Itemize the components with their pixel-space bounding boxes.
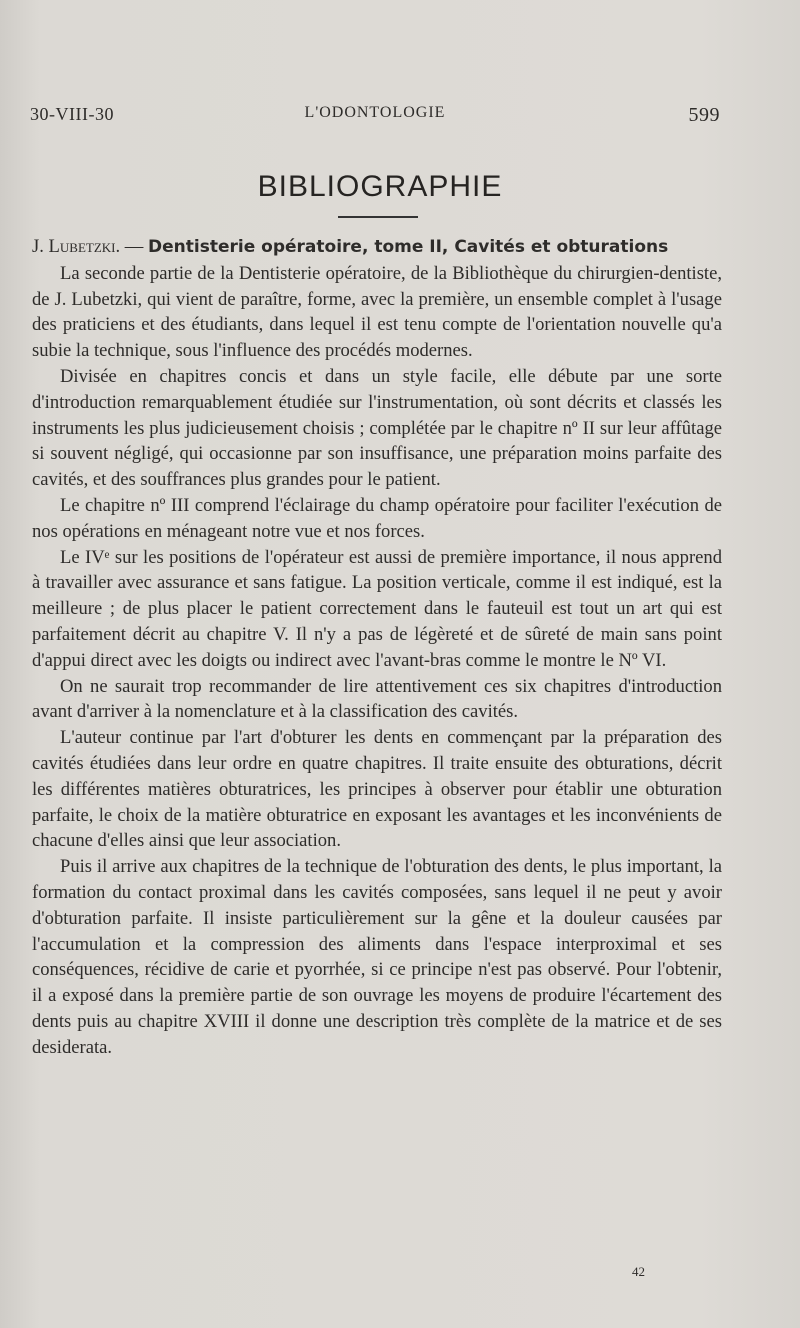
- section-title: BIBLIOGRAPHIE: [257, 170, 503, 203]
- review-heading: [32, 234, 722, 261]
- paragraph: Le chapitre nº III comprend l'éclairage du champ opératoire pour faciliter l'exécution de nos opérations en ménageant notre vue et nos forces.: [32, 494, 722, 542]
- title-rule: [338, 216, 418, 218]
- review-dash: —: [120, 236, 149, 257]
- paragraph: La seconde partie de la Dentisterie opératoire, de la Bibliothèque du chirurgien-dentiste, de J. Lubetzki, qui vient de paraître, forme, avec la première, un ensemble complet à l'usage des praticiens et des étudiants, dans lequel il est tenu compte de l'orientation nouvelle qu'a subie la technique, sous l'influence des procédés modernes.: [32, 262, 722, 362]
- paragraph: Divisée en chapitres concis et dans un style facile, elle débute par une sorte d'introduction remarquablement étudiée sur l'instrumentation, où sont décrits et classés les instruments les plus judicieusement choisis ; complétée par le chapitre nº II sur leur affûtage si souvent négligé, qui occasionne par son insuffisance, une préparation moins parfaite des cavités, et des souffrances plus grandes pour le patient.: [32, 365, 722, 491]
- paragraph: Le IVᵉ sur les positions de l'opérateur est aussi de première importance, il nous apprend à travailler avec assurance et sans fatigue. La position verticale, comme il est indiqué, est la meilleure ; de plus placer le patient correctement dans le fauteuil est tout un art qui est parfaitement décrit au chapitre V. Il n'y a pas de légèreté et de sûreté de main sans point d'appui direct avec les doigts ou indirect avec l'avant-bras comme le montre le Nº VI.: [32, 546, 722, 671]
- header-date: 30-VIII-30: [30, 104, 114, 124]
- paragraph: On ne saurait trop recommander de lire attentivement ces six chapitres d'introduction avant d'arriver à la nomenclature et à la classification des cavités.: [32, 675, 722, 723]
- paragraph: L'auteur continue par l'art d'obturer les dents en commençant par la préparation des cavités étudiées dans leur ordre en quatre chapitres. Il traite ensuite des obturations, décrit les différentes matières obturatrices, les principes à observer pour établir une obturation parfaite, le choix de la matière obturatrice en exposant les avantages et les inconvénients de chacune d'elles ainsi que leur association.: [32, 727, 722, 852]
- running-header: [30, 104, 720, 132]
- article-body: [32, 234, 722, 1061]
- header-journal-title: L'ODONTOLOGIE: [304, 104, 446, 121]
- review-author: J. Lubetzki.: [32, 236, 121, 257]
- paragraph: Puis il arrive aux chapitres de la technique de l'obturation des dents, le plus important, la formation du contact proximal dans les cavités composées, sans lequel il ne peut y avoir d'obturation parfaite. Il insiste particulièrement sur la gêne et la douleur causées par l'accumulation et la compression des aliments dans l'espace interproximal et ses conséquences, récidive de carie et pyorrhée, si ce principe n'est pas observé. Pour l'obtenir, il a exposé dans la première partie de son ouvrage les moyens de produire l'écartement des dents puis au chapitre XVIII il donne une description très complète de la matrice et de ses desiderata.: [32, 856, 722, 1058]
- header-page-number: 599: [688, 104, 720, 126]
- review-work-title: Dentisterie opératoire, tome II, Cavités et obturations: [148, 237, 669, 257]
- signature-mark: 42: [632, 1264, 645, 1279]
